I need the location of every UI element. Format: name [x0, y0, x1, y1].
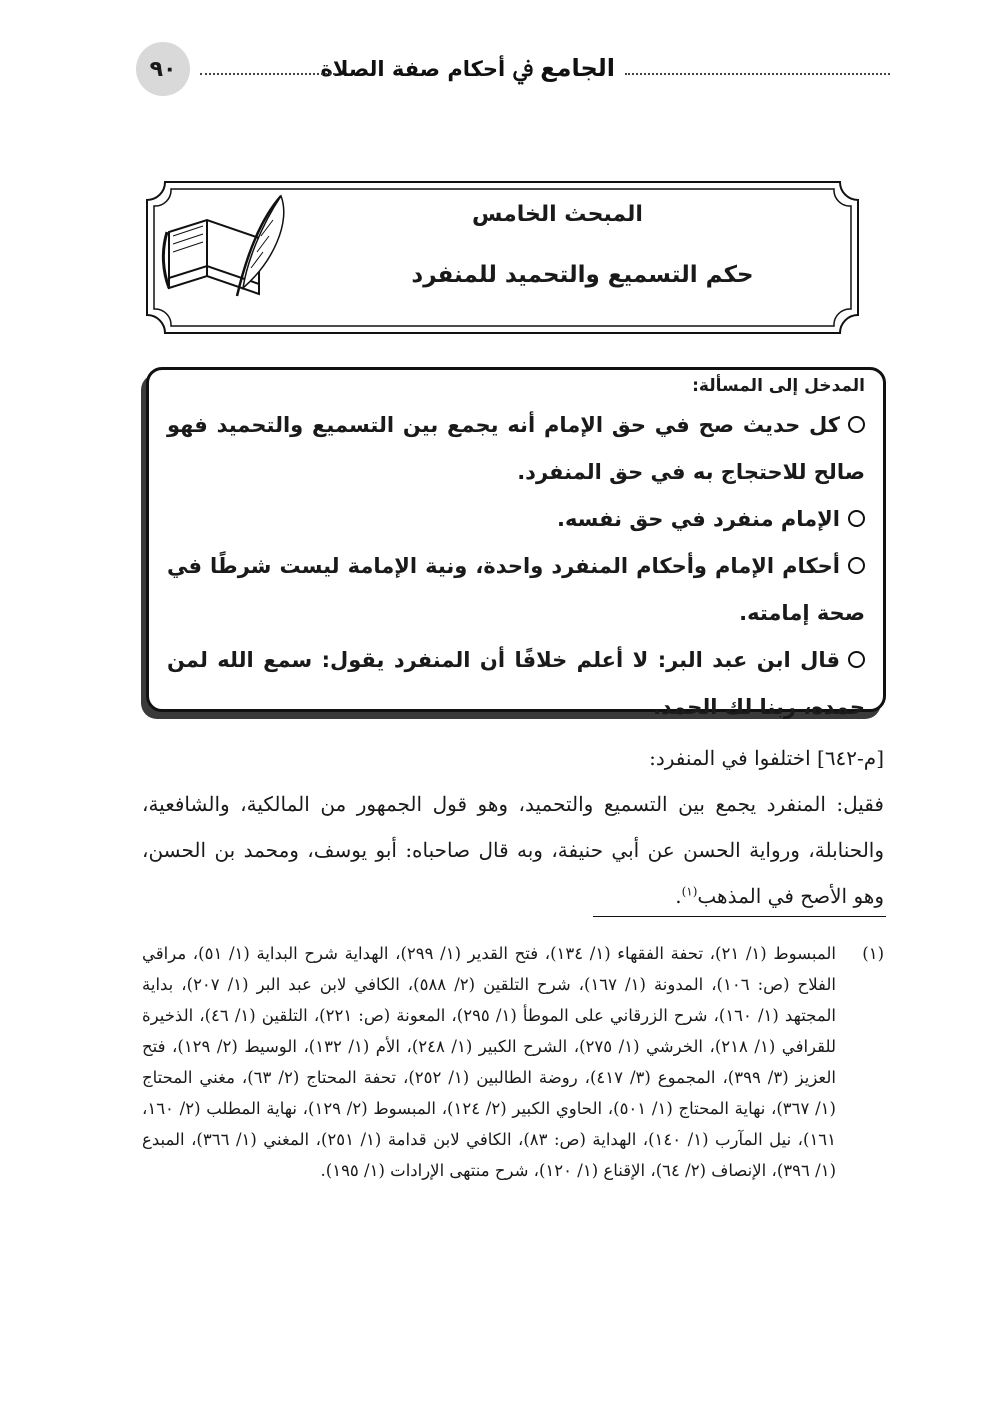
book-quill-icon [163, 196, 283, 296]
intro-item-text: الإمام منفرد في حق نفسه. [556, 507, 840, 531]
page-header [140, 42, 890, 102]
circle-bullet-icon [848, 557, 865, 574]
circle-bullet-icon [848, 416, 865, 433]
body-paragraph [142, 781, 884, 919]
intro-item [167, 543, 865, 637]
header-dotted-rule-left [200, 73, 335, 75]
book-title-rest: ﰲ أحكام صفة الصلاة [320, 57, 541, 81]
intro-item-text: قال ابن عبد البر: لا أعلم خلافًا أن المنفرد يقول: سمع الله لمن حمده، ربنا لك الحمد. [167, 648, 865, 719]
footnote-separator [593, 916, 886, 917]
circle-bullet-icon [848, 510, 865, 527]
book-title-main: الجامع [540, 54, 615, 82]
footnote [142, 938, 884, 1186]
intro-box [146, 367, 886, 719]
footnote-reference[interactable]: (١) [681, 884, 698, 899]
intro-item [167, 496, 865, 543]
circle-bullet-icon [848, 651, 865, 668]
page-number: ٩٠ [136, 42, 190, 96]
issue-heading: [م-٦٤٢] اختلفوا في المنفرد: [649, 746, 884, 770]
intro-item [167, 402, 865, 496]
intro-item-text: أحكام الإمام وأحكام المنفرد واحدة، ونية الإمامة ليست شرطًا في صحة إمامته. [167, 554, 865, 625]
intro-item-text: كل حديث صح في حق الإمام أنه يجمع بين التسميع والتحميد فهو صالح للاحتجاج به في حق المنفرد. [167, 413, 865, 484]
section-subtitle: حكم التسميع والتحميد للمنفرد [411, 262, 754, 288]
body-paragraph-text: فقيل: المنفرد يجمع بين التسميع والتحميد، وهو قول الجمهور من المالكية، والشافعية، والحنابلة، ورواية الحسن عن أبي حنيفة، وبه قال صاحباه: أبو يوسف، ومحمد بن الحسن، وهو الأصح في المذهب [142, 792, 884, 908]
body-paragraph-end: . [675, 884, 682, 908]
body-text [142, 735, 884, 919]
footnote-number: (١) [862, 944, 884, 963]
header-dotted-rule-right [625, 73, 890, 75]
footnote-text: المبسوط (١/ ٢١)، تحفة الفقهاء (١/ ١٣٤)، فتح القدير (١/ ٢٩٩)، الهداية شرح البداية (١/ ٥١)، مراقي الفلاح (ص: ١٠٦)، المدونة (١/ ١٦٧)، شرح التلقين (٢/ ٥٨٨)، الكافي لابن عبد البر (١/ ٢٠٧)، بداية المجتهد (١/ ١٦٠)، شرح الزرقاني على الموطأ (١/ ٢٩٥)، المعونة (ص: ٢٢١)، التلقين (١/ ٤٦)، الذخيرة للقرافي (١/ ٢١٨)، الخرشي (١/ ٢٧٥)، الشرح الكبير (١/ ٢٤٨)، الأم (١/ ١٣٢)، الوسيط (٢/ ١٢٩)، فتح العزيز (٣/ ٣٩٩)، المجموع (٣/ ٤١٧)، روضة الطالبين (١/ ٢٥٢)، تحفة المحتاج (٢/ ٦٣)، مغني المحتاج (١/ ٣٦٧)، نهاية المحتاج (١/ ٥٠١)، الحاوي الكبير (٢/ ١٢٤)، المبسوط (٢/ ١٢٩)، نهاية المطلب (٢/ ١٦٠، ١٦١)، نيل المآرب (١/ ١٤٠)، الهداية (ص: ٨٣)، الكافي لابن قدامة (١/ ٢٥١)، المغني (١/ ٣٦٦)، المبدع (١/ ٣٩٦)، الإنصاف (٢/ ٦٤)، الإقناع (١/ ١٢٠)، شرح منتهى الإرادات (١/ ١٩٥). [142, 944, 837, 1180]
intro-item [167, 637, 865, 731]
section-heading-frame [145, 180, 860, 335]
book-title [321, 54, 616, 82]
intro-label: المدخل إلى المسألة: [692, 376, 865, 396]
section-title: المبحث الخامس [472, 202, 643, 227]
